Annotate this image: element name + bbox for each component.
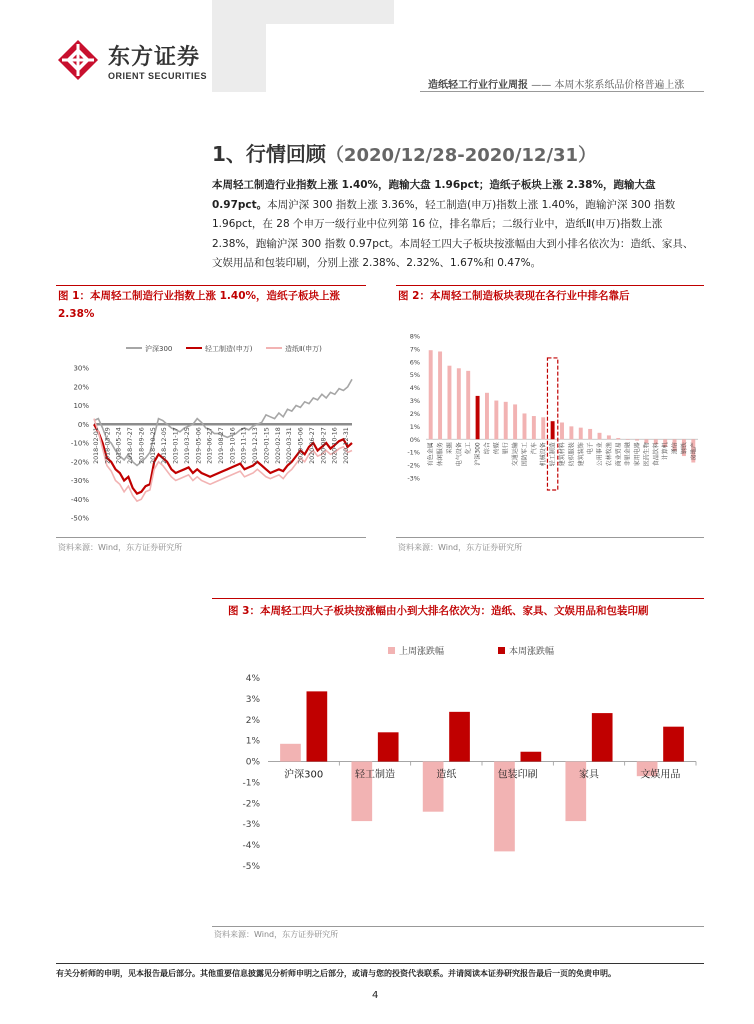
bar bbox=[457, 368, 461, 439]
bar bbox=[569, 426, 573, 439]
x-tick-label: 纺织服装 bbox=[568, 442, 576, 467]
x-tick-label: 银行 bbox=[502, 442, 510, 455]
figure1-line-chart bbox=[56, 330, 366, 530]
company-logo bbox=[56, 38, 207, 82]
legend-swatch bbox=[498, 647, 505, 654]
figure3-source: 资料来源：Wind，东方证券研究所 bbox=[214, 930, 339, 939]
x-tick-label: 家具 bbox=[579, 769, 599, 781]
bar bbox=[560, 422, 564, 439]
y-tick-label: 7% bbox=[409, 345, 420, 354]
x-tick-label: 房地产 bbox=[690, 442, 698, 461]
y-tick-label: 2% bbox=[245, 715, 260, 726]
y-tick-label: 4% bbox=[409, 384, 420, 393]
header-separator: —— bbox=[531, 80, 552, 91]
x-tick-label: 商业贸易 bbox=[615, 442, 623, 467]
x-tick-label: 建筑装饰 bbox=[577, 442, 585, 467]
x-tick-label: 2018-12-05 bbox=[161, 427, 169, 464]
bar bbox=[494, 401, 498, 440]
figure1-source-rule bbox=[56, 537, 366, 538]
logo-english-name: ORIENT SECURITIES bbox=[108, 70, 208, 81]
bar bbox=[541, 417, 545, 439]
y-tick-label: 10% bbox=[73, 402, 89, 410]
bar bbox=[378, 732, 399, 761]
bar bbox=[598, 433, 602, 439]
logo-chinese-name: 东方证券 bbox=[108, 44, 201, 70]
bar bbox=[476, 396, 480, 439]
x-tick-label: 2019-06-27 bbox=[206, 427, 214, 464]
x-tick-label: 文娱用品 bbox=[640, 769, 681, 781]
x-tick-label: 农林牧渔 bbox=[605, 442, 613, 467]
y-tick-label: -40% bbox=[70, 495, 89, 504]
x-tick-label: 通信 bbox=[671, 442, 679, 455]
y-tick-label: 2% bbox=[409, 409, 420, 418]
summary-bold: 本周轻工制造行业指数上涨 1.40%，跑输大盘 1.96pct；造纸子板块上涨 2.38%，跑输大盘 0.97pct。 bbox=[212, 179, 656, 211]
x-tick-label: 2020-02-18 bbox=[274, 427, 282, 464]
y-tick-label: 1% bbox=[409, 422, 420, 431]
figure1-title: 图 1：本周轻工制造行业指数上涨 1.40%，造纸子板块上涨 2.38% bbox=[58, 290, 341, 320]
y-tick-label: 3% bbox=[409, 397, 420, 406]
x-tick-label: 综合 bbox=[483, 442, 491, 455]
bar bbox=[449, 712, 470, 762]
bar bbox=[607, 435, 611, 439]
y-tick-label: 8% bbox=[409, 332, 420, 341]
bar bbox=[447, 366, 451, 440]
x-tick-label: 2020-05-06 bbox=[297, 427, 305, 464]
bar bbox=[280, 744, 301, 762]
bar bbox=[521, 752, 542, 762]
x-tick-label: 2019-12-13 bbox=[252, 427, 260, 464]
legend-label: 造纸Ⅱ(申万) bbox=[285, 345, 322, 353]
x-tick-label: 有色金属 bbox=[427, 442, 435, 467]
x-tick-label: 2019-08-27 bbox=[218, 427, 225, 464]
y-tick-label: -50% bbox=[70, 514, 89, 523]
bar bbox=[663, 727, 684, 762]
x-tick-label: 2018-02-01 bbox=[93, 427, 100, 464]
bar bbox=[438, 351, 442, 439]
figure2-title: 图 2：本周轻工制造板块表现在各行业中排名靠后 bbox=[398, 290, 630, 302]
y-tick-label: -20% bbox=[70, 458, 89, 467]
bar bbox=[485, 393, 489, 439]
bar bbox=[307, 691, 328, 761]
x-tick-label: 2019-03-25 bbox=[183, 427, 191, 464]
figure2-bar-chart bbox=[396, 328, 704, 534]
bar bbox=[429, 350, 433, 439]
report-type: 造纸轻工行业行业周报 bbox=[428, 80, 528, 91]
bar bbox=[532, 416, 536, 439]
figure1-title-rule bbox=[56, 285, 366, 286]
summary-paragraph bbox=[212, 176, 702, 274]
figure3-bar-chart bbox=[212, 630, 704, 922]
figure1-source: 资料来源：Wind，东方证券研究所 bbox=[58, 543, 183, 552]
y-tick-label: -2% bbox=[407, 461, 420, 470]
x-tick-label: 2019-01-17 bbox=[172, 427, 180, 464]
x-tick-label: 建筑材料 bbox=[559, 442, 566, 467]
report-header bbox=[428, 76, 684, 91]
x-tick-label: 汽车 bbox=[530, 442, 538, 455]
y-tick-label: -10% bbox=[70, 439, 89, 448]
figure2-source-rule bbox=[396, 537, 704, 538]
y-tick-label: -5% bbox=[242, 862, 260, 872]
legend-label: 本周涨跌幅 bbox=[509, 647, 555, 657]
y-tick-label: -1% bbox=[242, 778, 260, 789]
bar bbox=[635, 439, 639, 440]
x-tick-label: 计算机 bbox=[662, 442, 670, 461]
x-tick-label: 2020-12-31 bbox=[343, 427, 350, 464]
bar bbox=[626, 439, 630, 440]
bar bbox=[588, 429, 592, 439]
figure2-title-rule bbox=[396, 285, 704, 286]
x-tick-label: 2020-10-16 bbox=[331, 427, 339, 464]
x-tick-label: 钢铁 bbox=[680, 442, 688, 455]
bar bbox=[466, 371, 470, 439]
figure3-title: 图 3：本周轻工四大子板块按涨幅由小到大排名依次为：造纸、家具、文娱用品和包装印刷 bbox=[228, 605, 649, 617]
x-tick-label: 非银金融 bbox=[624, 442, 632, 467]
x-tick-label: 电气设备 bbox=[455, 442, 463, 467]
y-tick-label: -3% bbox=[242, 820, 260, 831]
x-tick-label: 沪深300 bbox=[284, 769, 324, 781]
summary-body: 本周沪深 300 指数上涨 3.36%，轻工制造(申万)指数上涨 1.40%，跑输沪深 300 指数 1.96pct，在 28 个申万一级行业中位列第 16 位，排名靠后；二级行业中，造纸Ⅱ(申万)指数上涨 2.38%，跑输沪深 300 指数 0.97pct。本周轻工四大子板块按涨幅由大到小排名依次为：造纸、家具、文娱用品和包装印刷，分别上涨 2.38%、2.32%、1.67%和 0.47%。 bbox=[212, 198, 694, 269]
x-tick-label: 造纸 bbox=[436, 769, 457, 781]
y-tick-label: 4% bbox=[245, 674, 260, 684]
x-tick-label: 轻工制造 bbox=[355, 769, 395, 781]
y-tick-label: -1% bbox=[407, 448, 420, 457]
x-tick-label: 2018-05-24 bbox=[115, 427, 123, 464]
bar bbox=[616, 438, 620, 439]
y-tick-label: -2% bbox=[242, 799, 260, 810]
x-tick-label: 2019-11-13 bbox=[240, 427, 248, 464]
x-tick-label: 医药生物 bbox=[643, 442, 651, 467]
x-tick-label: 沪深300 bbox=[474, 442, 482, 466]
footer-disclaimer: 有关分析师的申明，见本报告最后部分。其他重要信息披露见分析师申明之后部分，或请与您的投资代表联系。并请阅读本证券研究报告最后一页的免责申明。 bbox=[56, 969, 616, 978]
x-tick-label: 2020-01-15 bbox=[263, 427, 271, 464]
section-title bbox=[212, 138, 596, 167]
x-tick-label: 休闲服务 bbox=[437, 442, 445, 467]
right-decor-band bbox=[266, 0, 394, 24]
x-tick-label: 2018-10-25 bbox=[149, 427, 157, 464]
header-rule bbox=[420, 91, 704, 92]
bar bbox=[551, 421, 555, 439]
x-tick-label: 公用事业 bbox=[596, 442, 604, 467]
page-number: 4 bbox=[372, 990, 379, 1001]
bar bbox=[523, 413, 527, 439]
x-tick-label: 电子 bbox=[587, 442, 595, 455]
section-period: （2020/12/28-2020/12/31） bbox=[325, 145, 597, 166]
y-tick-label: 0% bbox=[409, 435, 420, 444]
x-tick-label: 包装印刷 bbox=[497, 769, 538, 781]
x-tick-label: 2020-03-31 bbox=[286, 427, 294, 464]
legend-swatch bbox=[388, 647, 395, 654]
legend-label: 上周涨跌幅 bbox=[399, 647, 445, 657]
figure3-source-rule bbox=[212, 926, 704, 927]
bar bbox=[504, 402, 508, 439]
y-tick-label: 1% bbox=[245, 736, 260, 747]
section-heading: 1、行情回顾 bbox=[212, 142, 326, 166]
x-tick-label: 2018-09-26 bbox=[138, 427, 146, 464]
y-tick-label: -30% bbox=[70, 477, 89, 485]
x-tick-label: 机械设备 bbox=[540, 442, 548, 467]
legend-label: 沪深300 bbox=[145, 345, 173, 353]
x-tick-label: 轻工制造 bbox=[549, 442, 557, 467]
x-tick-label: 2020-08-27 bbox=[320, 427, 328, 464]
figure3-title-rule bbox=[212, 598, 704, 599]
y-tick-label: 30% bbox=[73, 364, 89, 373]
x-tick-label: 2018-07-27 bbox=[127, 427, 135, 464]
report-topic: 本周木浆系纸品价格普遍上涨 bbox=[554, 80, 685, 91]
y-tick-label: 0% bbox=[245, 757, 260, 768]
x-tick-label: 化工 bbox=[465, 442, 473, 455]
legend-label: 轻工制造(申万) bbox=[205, 345, 253, 353]
x-tick-label: 2018-03-29 bbox=[104, 427, 112, 464]
y-tick-label: 3% bbox=[245, 694, 260, 705]
x-tick-label: 采掘 bbox=[446, 442, 454, 455]
y-tick-label: 0% bbox=[77, 420, 89, 429]
x-tick-label: 传媒 bbox=[493, 442, 501, 455]
x-tick-label: 国防军工 bbox=[521, 442, 529, 467]
y-tick-label: 20% bbox=[73, 383, 89, 392]
bar bbox=[513, 404, 517, 439]
bar bbox=[592, 713, 613, 761]
x-tick-label: 2020-06-27 bbox=[308, 427, 316, 464]
x-tick-label: 2019-05-06 bbox=[195, 427, 203, 464]
footer-rule bbox=[56, 963, 704, 964]
y-tick-label: 6% bbox=[409, 358, 420, 367]
x-tick-label: 食品饮料 bbox=[652, 442, 660, 467]
left-decor-band bbox=[212, 0, 266, 92]
logo-mark-icon bbox=[56, 38, 100, 82]
bar bbox=[579, 428, 583, 440]
y-tick-label: -3% bbox=[407, 474, 420, 483]
x-tick-label: 家用电器 bbox=[634, 442, 642, 467]
x-tick-label: 2019-10-16 bbox=[229, 427, 237, 464]
y-tick-label: 5% bbox=[409, 371, 420, 380]
figure2-source: 资料来源：Wind，东方证券研究所 bbox=[398, 543, 523, 552]
y-tick-label: -4% bbox=[242, 841, 260, 852]
x-tick-label: 交通运输 bbox=[512, 442, 520, 467]
